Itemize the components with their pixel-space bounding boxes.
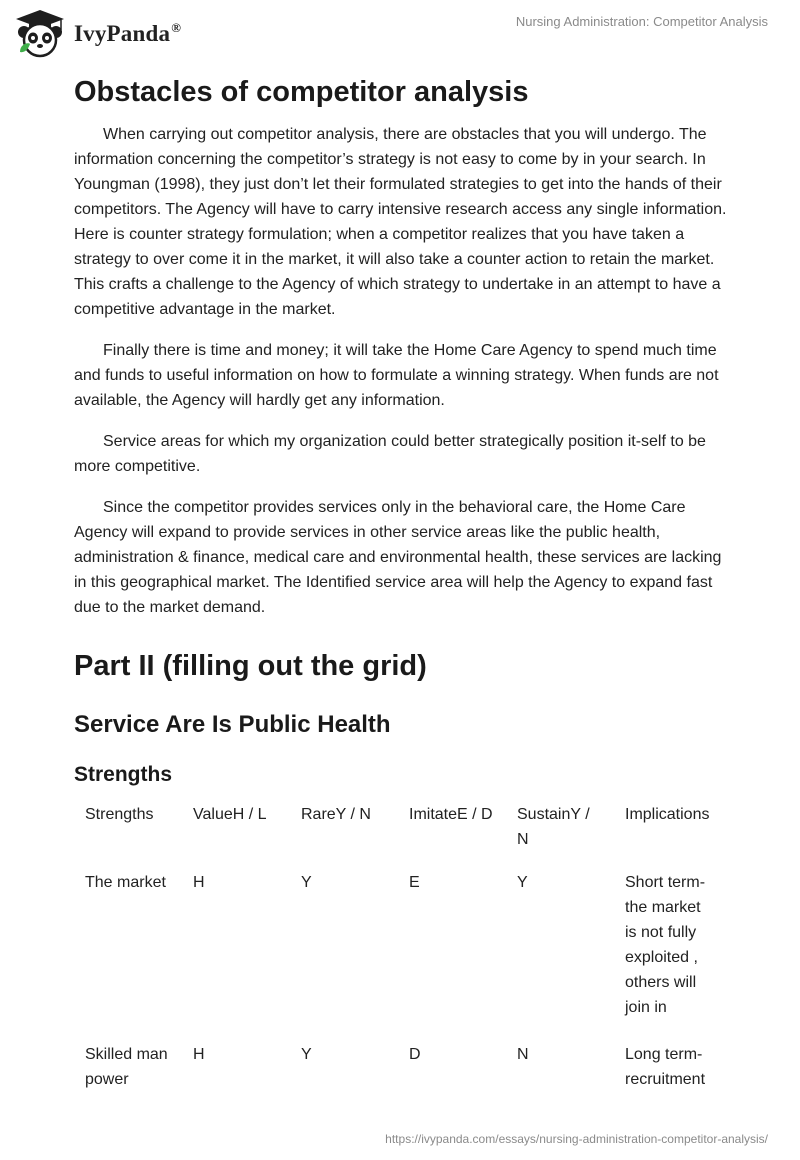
table-cell: Long term- recruitment xyxy=(625,1046,706,1088)
paragraph-3: Service areas for which my organization could better strategically position it-self to be more competitive. xyxy=(74,433,706,475)
section-heading-part2: Part II (filling out the grid) xyxy=(74,650,427,682)
table-cell: N xyxy=(517,1046,529,1063)
table-cell: E xyxy=(409,874,420,891)
table-header-cell: RareY / N xyxy=(301,806,371,823)
section-heading-obstacles: Obstacles of competitor analysis xyxy=(74,76,529,108)
subsection-public-health xyxy=(74,709,734,741)
brand-name: IvyPanda® xyxy=(74,19,182,46)
table-header-cell: Implications xyxy=(625,806,710,823)
table-header-cell: Strengths xyxy=(85,806,154,823)
panda-graduate-icon xyxy=(14,8,66,58)
section-part2 xyxy=(74,646,734,686)
page-header xyxy=(0,0,800,64)
subsubsection-strengths xyxy=(74,761,734,789)
strengths-grid xyxy=(74,800,724,1092)
table-cell: Y xyxy=(517,874,528,891)
table-cell: Y xyxy=(301,1046,312,1063)
table-cell: H xyxy=(193,1046,205,1063)
paragraph-1: When carrying out competitor analysis, there are obstacles that you will undergo. The information concerning the competitor’s strategy is not easy to come by in your search. In Youngman (1998), they just don’t let their formulated strategies to get into the hands of their competitors. The Agency will have to carry intensive research access any single information. Here is counter strategy formulation; when a competitor realizes that you have taken a strategy to over come it in the market, it will also take a counter action to retain the market. This crafts a challenge to the Agency of which strategy to undertake in an attempt to have a competitive advantage in the market. xyxy=(74,126,727,318)
strengths-heading: Strengths xyxy=(74,763,173,786)
table-header-cell: SustainY / N xyxy=(517,806,590,848)
paragraph-4: Since the competitor provides services only in the behavioral care, the Home Care Agency will expand to provide services in other service areas like the public health, administration & finance, medical care and environmental health, these services are lacking in this geographical market. The Identified service area will help the Agency to expand fast due to the market demand. xyxy=(74,499,722,616)
table-header-row xyxy=(74,800,724,868)
table-cell: Y xyxy=(301,874,312,891)
subsection-heading: Service Are Is Public Health xyxy=(74,711,391,738)
table-header-cell: ValueH / L xyxy=(193,806,267,823)
table-row xyxy=(74,868,724,1040)
section-obstacles xyxy=(74,72,734,620)
table-cell: Skilled man power xyxy=(85,1046,168,1088)
ivypanda-logo[interactable] xyxy=(14,8,181,58)
paragraph-2: Finally there is time and money; it will take the Home Care Agency to spend much time and funds to useful information on how to formulate a winning strategy. When funds are not available, the Agency will hardly get any information. xyxy=(74,342,719,409)
source-url-link[interactable]: https://ivypanda.com/essays/nursing-administration-competitor-analysis/ xyxy=(385,1132,768,1146)
table-row xyxy=(74,1040,724,1092)
table-cell: The market xyxy=(85,874,166,891)
document-title: Nursing Administration: Competitor Analysis xyxy=(515,14,768,29)
table-cell: Short term- the market is not fully exploited , others will join in xyxy=(625,874,706,1016)
table-cell: H xyxy=(193,874,205,891)
table-cell: D xyxy=(409,1046,421,1063)
registered-mark: ® xyxy=(171,19,182,35)
table-header-cell: ImitateE / D xyxy=(409,806,493,823)
